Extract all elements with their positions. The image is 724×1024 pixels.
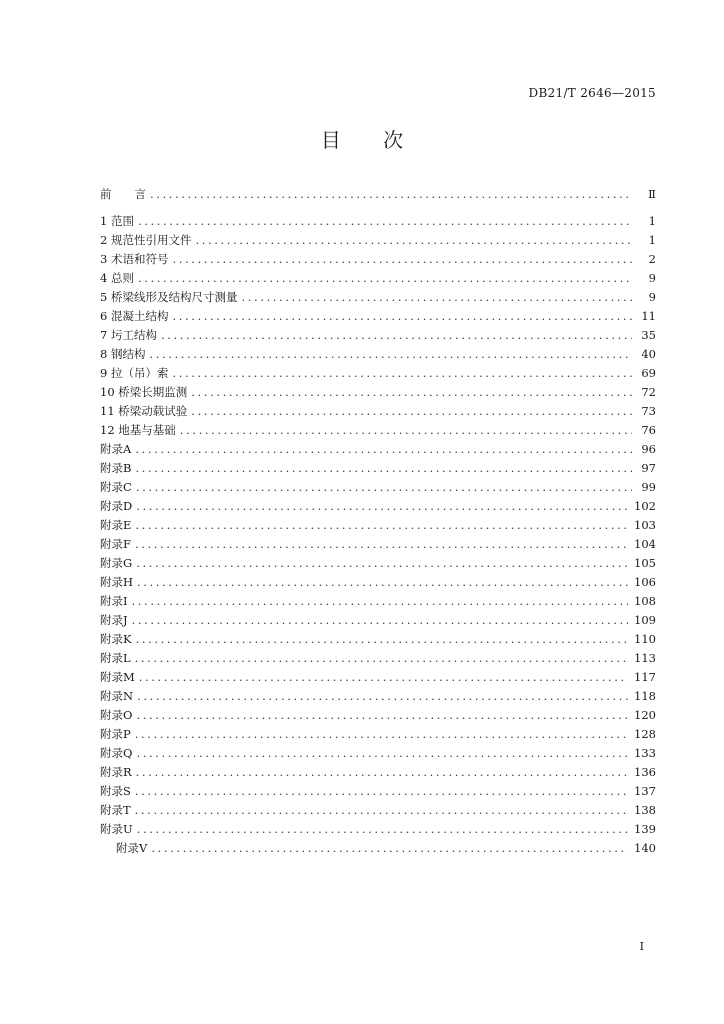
toc-label: 附录T xyxy=(100,803,131,817)
toc-label: 9 拉（吊）索 xyxy=(100,366,169,380)
page-title: 目 次 xyxy=(320,128,422,152)
toc-label: 附录S xyxy=(100,784,131,798)
toc-page-number: 99 xyxy=(641,480,656,494)
toc-label: 附录I xyxy=(100,594,128,608)
toc-page-number: 139 xyxy=(634,822,656,836)
toc-page-number: Ⅱ xyxy=(648,187,656,201)
toc-leader-dots xyxy=(191,404,632,418)
toc-label: 附录N xyxy=(100,689,134,703)
toc-leader-dots xyxy=(172,252,632,266)
toc-label: 附录P xyxy=(100,727,131,741)
toc-label: 附录O xyxy=(100,708,133,722)
toc-page-number: 76 xyxy=(641,423,656,437)
toc-leader-dots xyxy=(149,347,632,361)
toc-entry[interactable] xyxy=(100,669,656,688)
toc-leader-dots xyxy=(138,271,632,285)
toc-entry[interactable] xyxy=(100,251,656,270)
standard-code: DB21/T 2646—2015 xyxy=(528,86,656,100)
toc-leader-dots xyxy=(137,575,628,589)
toc-entry[interactable] xyxy=(100,517,656,536)
toc-label: 12 地基与基础 xyxy=(100,423,176,437)
toc-leader-dots xyxy=(136,499,628,513)
toc-leader-dots xyxy=(180,423,632,437)
toc-page-number: 117 xyxy=(634,670,656,684)
toc-label: 5 桥梁线形及结构尺寸测量 xyxy=(100,290,238,304)
toc-label: 附录K xyxy=(100,632,132,646)
toc-label: 附录F xyxy=(100,537,131,551)
toc-entry[interactable] xyxy=(100,365,656,384)
toc-label: 7 圬工结构 xyxy=(100,328,157,342)
toc-page-number: 96 xyxy=(641,442,656,456)
toc-entry[interactable] xyxy=(100,745,656,764)
toc-label: 8 钢结构 xyxy=(100,347,146,361)
toc-page-number: 102 xyxy=(634,499,656,513)
toc-page-number: 108 xyxy=(634,594,656,608)
toc-entry[interactable] xyxy=(100,441,656,460)
toc-leader-dots xyxy=(139,670,628,684)
toc-label: 1 范围 xyxy=(100,214,134,228)
toc-page-number: 104 xyxy=(634,537,656,551)
toc-label: 6 混凝土结构 xyxy=(100,309,169,323)
toc-entry[interactable] xyxy=(100,593,656,612)
toc-entry[interactable] xyxy=(100,688,656,707)
toc-leader-dots xyxy=(172,366,632,380)
toc-leader-dots xyxy=(136,556,628,570)
toc-page-number: 1 xyxy=(648,233,656,247)
toc-label: 附录V xyxy=(116,841,148,855)
toc-label: 4 总则 xyxy=(100,271,134,285)
toc-leader-dots xyxy=(172,309,632,323)
toc-page-number: 9 xyxy=(648,271,656,285)
toc-leader-dots xyxy=(135,651,628,665)
toc-page-number: 109 xyxy=(634,613,656,627)
toc-label: 附录U xyxy=(100,822,133,836)
toc-label: 前 言 xyxy=(100,187,146,201)
toc-entry[interactable] xyxy=(100,783,656,802)
toc-leader-dots xyxy=(136,746,628,760)
toc-page-number: 140 xyxy=(634,841,656,855)
toc-label: 附录L xyxy=(100,651,131,665)
page-number: I xyxy=(639,940,644,953)
toc-entry[interactable] xyxy=(100,631,656,650)
toc-page-number: 72 xyxy=(641,385,656,399)
toc-page-number: 1 xyxy=(648,214,656,228)
toc-entry[interactable] xyxy=(100,612,656,631)
toc-entry[interactable] xyxy=(100,384,656,403)
toc-leader-dots xyxy=(150,187,632,201)
toc-page-number: 73 xyxy=(641,404,656,418)
toc-label: 附录H xyxy=(100,575,134,589)
toc-leader-dots xyxy=(136,480,632,494)
toc-label: 附录G xyxy=(100,556,133,570)
toc-page-number: 2 xyxy=(648,252,656,266)
table-of-contents xyxy=(100,186,656,859)
toc-page-number: 69 xyxy=(641,366,656,380)
toc-page-number: 40 xyxy=(641,347,656,361)
toc-label: 附录C xyxy=(100,480,132,494)
toc-entry[interactable] xyxy=(100,213,656,232)
toc-leader-dots xyxy=(195,233,632,247)
toc-leader-dots xyxy=(135,537,628,551)
toc-page-number: 137 xyxy=(634,784,656,798)
toc-leader-dots xyxy=(191,385,632,399)
toc-entry[interactable] xyxy=(100,707,656,726)
toc-label: 附录M xyxy=(100,670,135,684)
toc-page-number: 97 xyxy=(641,461,656,475)
toc-leader-dots xyxy=(132,613,628,627)
toc-leader-dots xyxy=(136,632,628,646)
toc-leader-dots xyxy=(136,708,628,722)
toc-label: 附录B xyxy=(100,461,132,475)
toc-label: 附录E xyxy=(100,518,132,532)
toc-page-number: 138 xyxy=(634,803,656,817)
toc-page-number: 11 xyxy=(641,309,656,323)
toc-label: 2 规范性引用文件 xyxy=(100,233,192,247)
toc-leader-dots xyxy=(132,594,629,608)
toc-label: 附录Q xyxy=(100,746,133,760)
toc-page-number: 35 xyxy=(641,328,656,342)
toc-page-number: 113 xyxy=(634,651,656,665)
toc-page-number: 133 xyxy=(634,746,656,760)
toc-entry[interactable] xyxy=(100,270,656,289)
toc-leader-dots xyxy=(137,689,628,703)
toc-entry[interactable] xyxy=(100,650,656,669)
toc-leader-dots xyxy=(135,784,628,798)
toc-leader-dots xyxy=(135,461,632,475)
toc-page-number: 9 xyxy=(648,290,656,304)
toc-page-number: 106 xyxy=(634,575,656,589)
toc-page-number: 136 xyxy=(634,765,656,779)
toc-entry[interactable] xyxy=(100,346,656,365)
toc-page-number: 103 xyxy=(634,518,656,532)
toc-page-number: 128 xyxy=(634,727,656,741)
toc-page-number: 110 xyxy=(634,632,656,646)
toc-entry[interactable] xyxy=(100,574,656,593)
toc-leader-dots xyxy=(135,727,628,741)
toc-leader-dots xyxy=(138,214,632,228)
toc-entry[interactable] xyxy=(100,460,656,479)
toc-entry[interactable] xyxy=(100,726,656,745)
toc-leader-dots xyxy=(241,290,632,304)
toc-entry[interactable] xyxy=(100,821,656,840)
toc-entry[interactable] xyxy=(100,308,656,327)
toc-label: 3 术语和符号 xyxy=(100,252,169,266)
toc-label: 11 桥梁动载试验 xyxy=(100,404,188,418)
toc-leader-dots xyxy=(137,822,628,836)
toc-entry-foreword[interactable] xyxy=(100,186,656,205)
toc-entry[interactable] xyxy=(100,289,656,308)
toc-entry[interactable] xyxy=(100,555,656,574)
toc-label: 附录D xyxy=(100,499,133,513)
toc-entry[interactable] xyxy=(100,479,656,498)
toc-entry[interactable] xyxy=(100,498,656,517)
toc-leader-dots xyxy=(136,765,628,779)
toc-page-number: 120 xyxy=(634,708,656,722)
toc-entry[interactable] xyxy=(100,840,656,859)
toc-label: 附录R xyxy=(100,765,132,779)
toc-label: 附录A xyxy=(100,442,132,456)
toc-label: 附录J xyxy=(100,613,128,627)
toc-leader-dots xyxy=(135,803,628,817)
toc-entry[interactable] xyxy=(100,764,656,783)
toc-entry[interactable] xyxy=(100,422,656,441)
toc-entry[interactable] xyxy=(100,403,656,422)
toc-leader-dots xyxy=(151,841,628,855)
toc-entry[interactable] xyxy=(100,327,656,346)
toc-leader-dots xyxy=(135,442,632,456)
toc-leader-dots xyxy=(161,328,632,342)
toc-entry[interactable] xyxy=(100,802,656,821)
toc-entry[interactable] xyxy=(100,232,656,251)
toc-entry[interactable] xyxy=(100,536,656,555)
toc-leader-dots xyxy=(135,518,628,532)
toc-page-number: 118 xyxy=(634,689,656,703)
toc-page-number: 105 xyxy=(634,556,656,570)
toc-label: 10 桥梁长期监测 xyxy=(100,385,188,399)
